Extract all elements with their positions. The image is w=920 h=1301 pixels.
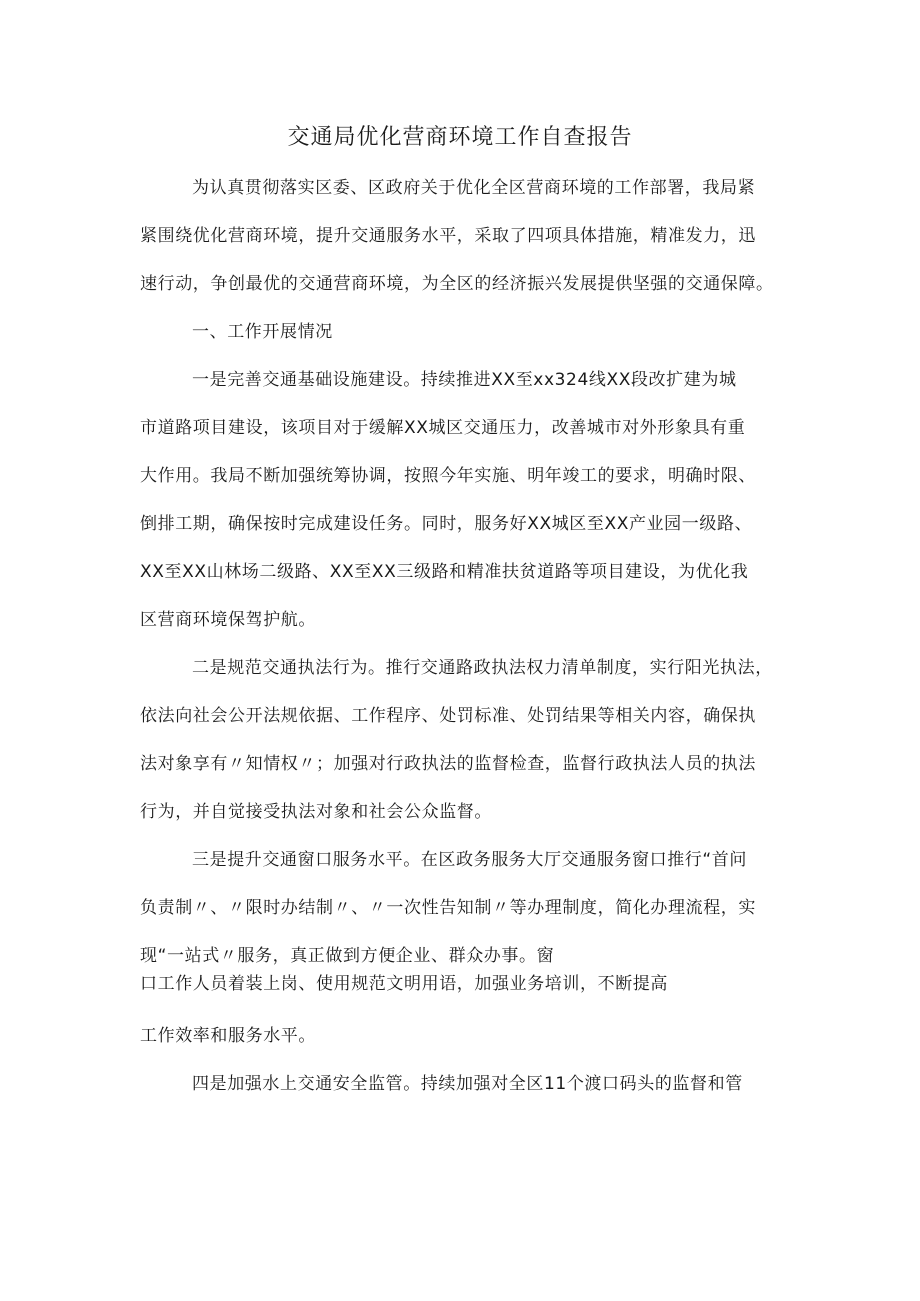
section-heading: 一、工作开展情况	[192, 322, 333, 342]
paragraph-line: XX至XX山林场二级路、XX至XX三级路和精准扶贫道路等项目建设，为优化我	[140, 562, 749, 582]
paragraph-line: 依法向社会公开法规依据、工作程序、处罚标准、处罚结果等相关内容，确保执	[140, 706, 756, 726]
paragraph-line: 区营商环境保驾护航。	[140, 610, 316, 630]
paragraph-line: 紧围绕优化营商环境，提升交通服务水平，采取了四项具体措施，精准发力，迅	[140, 226, 756, 246]
paragraph-line: 一是完善交通基础设施建设。持续推进XX至xx324线XX段改扩建为城	[192, 370, 737, 390]
paragraph-line: 现“一站式〃服务，真正做到方便企业、群众办事。窗	[140, 946, 555, 966]
paragraph-line: 法对象享有〃知情权〃；加强对行政执法的监督检查，监督行政执法人员的执法	[140, 754, 756, 774]
paragraph-line: 三是提升交通窗口服务水平。在区政务服务大厅交通服务窗口推行“首问	[192, 850, 748, 870]
paragraph-line: 速行动，争创最优的交通营商环境，为全区的经济振兴发展提供坚强的交通保障。	[140, 274, 774, 294]
paragraph-line: 市道路项目建设，该项目对于缓解XX城区交通压力，改善城市对外形象具有重	[140, 418, 746, 438]
paragraph-line: 二是规范交通执法行为。推行交通路政执法权力清单制度，实行阳光执法，	[192, 658, 773, 678]
paragraph-line: 倒排工期，确保按时完成建设任务。同时，服务好XX城区至XX产业园一级路、	[140, 514, 753, 534]
paragraph-line: 行为，并自觉接受执法对象和社会公众监督。	[140, 802, 492, 822]
paragraph-line: 四是加强水上交通安全监管。持续加强对全区11个渡口码头的监督和管	[192, 1074, 743, 1094]
paragraph-line: 为认真贯彻落实区委、区政府关于优化全区营商环境的工作部署，我局紧	[192, 178, 756, 198]
paragraph-line: 口工作人员着装上岗、使用规范文明用语，加强业务培训，不断提高	[140, 974, 668, 994]
document-title: 交通局优化营商环境工作自查报告	[287, 125, 633, 150]
paragraph-line: 大作用。我局不断加强统筹协调，按照今年实施、明年竣工的要求，明确时限、	[140, 466, 756, 486]
paragraph-line: 工作效率和服务水平。	[140, 1026, 316, 1046]
paragraph-line: 负责制〃、〃限时办结制〃、〃一次性告知制〃等办理制度，简化办理流程，实	[140, 898, 756, 918]
